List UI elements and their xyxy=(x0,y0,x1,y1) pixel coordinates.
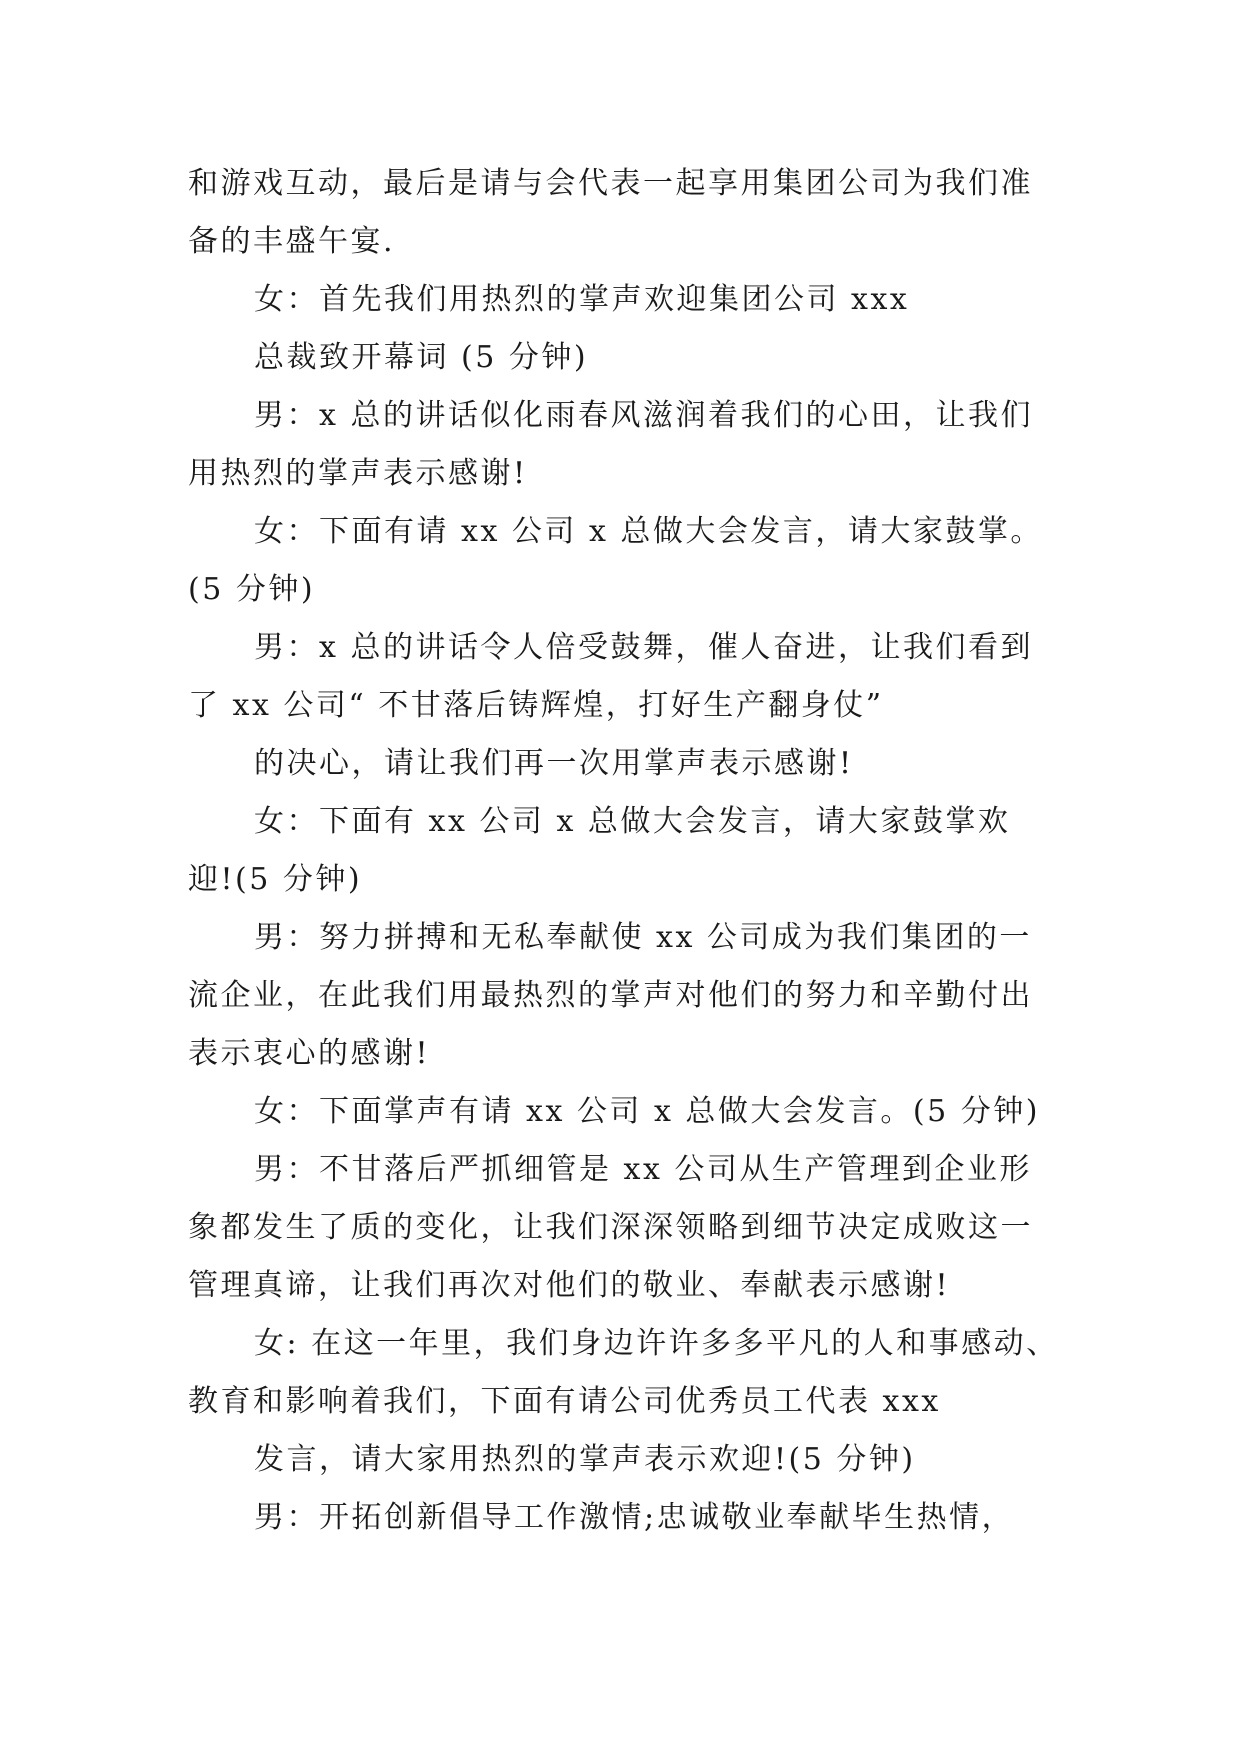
text-line: 男：努力拼搏和无私奉献使 xx 公司成为我们集团的一 xyxy=(254,920,1032,955)
text-line: 教育和影响着我们，下面有请公司优秀员工代表 xxx xyxy=(188,1384,941,1419)
text-line: 女：首先我们用热烈的掌声欢迎集团公司 xxx xyxy=(254,282,910,317)
text-line: 用热烈的掌声表示感谢! xyxy=(188,456,528,491)
text-line: 象都发生了质的变化，让我们深深领略到细节决定成败这一 xyxy=(188,1210,1033,1245)
text-line: 女：下面有请 xx 公司 x 总做大会发言，请大家鼓掌。 xyxy=(254,514,1043,549)
text-line: 发言，请大家用热烈的掌声表示欢迎!(5 分钟) xyxy=(254,1442,916,1477)
text-line: 总裁致开幕词 (5 分钟) xyxy=(254,340,589,375)
text-line: 女: 在这一年里，我们身边许许多多平凡的人和事感动、 xyxy=(254,1326,1059,1361)
text-line: 了 xx 公司“ 不甘落后铸辉煌，打好生产翻身仗” xyxy=(188,688,884,723)
text-line: 流企业，在此我们用最热烈的掌声对他们的努力和辛勤付出 xyxy=(188,978,1033,1013)
text-line: 男：不甘落后严抓细管是 xx 公司从生产管理到企业形 xyxy=(254,1152,1032,1187)
text-line: (5 分钟) xyxy=(188,572,316,607)
text-line: 管理真谛，让我们再次对他们的敬业、奉献表示感谢! xyxy=(188,1268,951,1303)
text-line: 备的丰盛午宴. xyxy=(188,224,396,259)
document-body xyxy=(188,155,1068,1547)
text-line: 女：下面掌声有请 xx 公司 x 总做大会发言。(5 分钟) xyxy=(254,1094,1040,1129)
text-line: 男：x 总的讲话令人倍受鼓舞，催人奋进，让我们看到 xyxy=(254,630,1033,665)
text-line: 迎!(5 分钟) xyxy=(188,862,363,897)
text-line: 和游戏互动，最后是请与会代表一起享用集团公司为我们准 xyxy=(188,166,1033,201)
text-line: 表示衷心的感谢! xyxy=(188,1036,431,1071)
text-line: 男：开拓创新倡导工作激情;忠诚敬业奉献毕生热情， xyxy=(254,1500,1015,1535)
text-line: 的决心，请让我们再一次用掌声表示感谢! xyxy=(254,746,854,781)
text-line: 女：下面有 xx 公司 x 总做大会发言，请大家鼓掌欢 xyxy=(254,804,1011,839)
text-line: 男：x 总的讲话似化雨春风滋润着我们的心田，让我们 xyxy=(254,398,1033,433)
